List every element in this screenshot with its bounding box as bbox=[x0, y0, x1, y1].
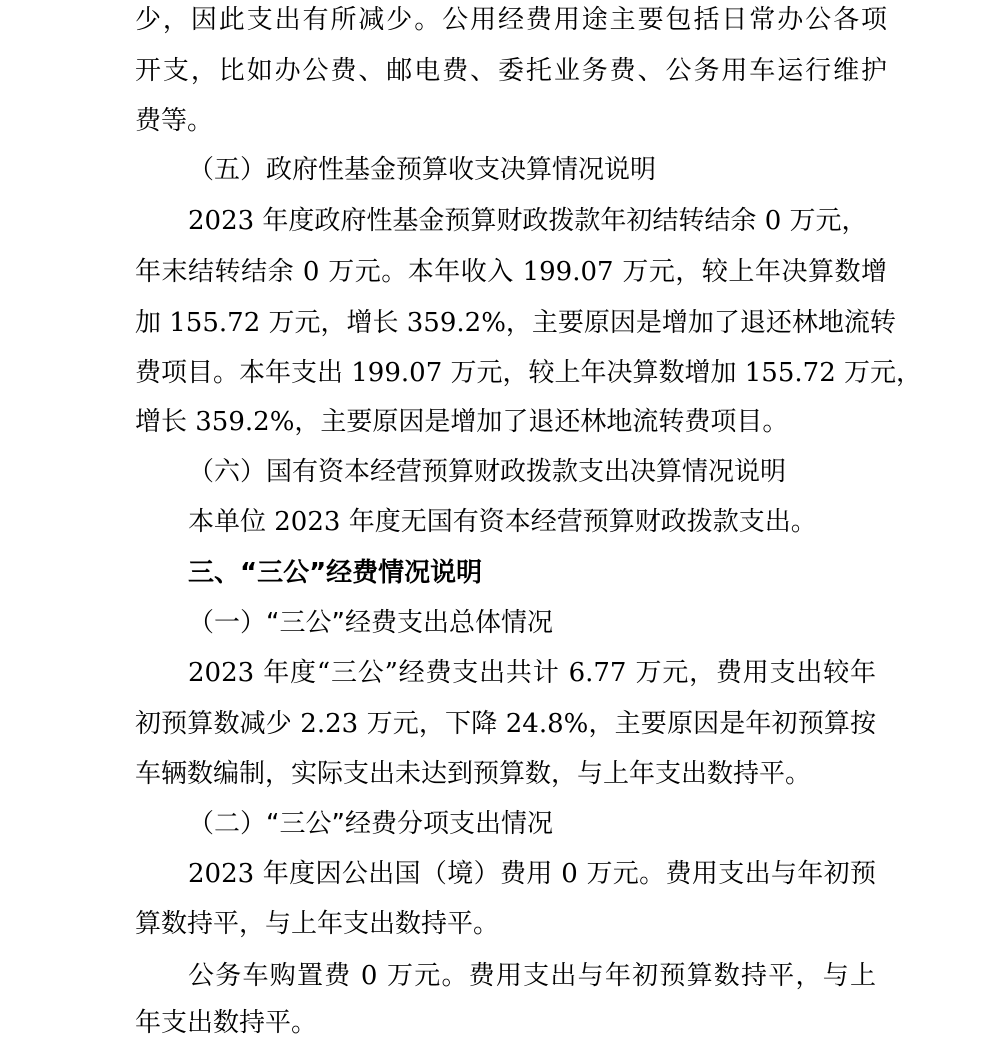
paragraph-line: 年支出数持平。 bbox=[135, 1008, 318, 1038]
section-title: （五）政府性基金预算收支决算情况说明 bbox=[188, 155, 657, 185]
paragraph-line: 初预算数减少 2.23 万元，下降 24.8%，主要原因是年初预算按 bbox=[135, 709, 876, 739]
paragraph-line: 2023 年度政府性基金预算财政拨款年初结转结余 0 万元， bbox=[188, 206, 868, 236]
paragraph-line: 2023 年度“三公”经费支出共计 6.77 万元，费用支出较年 bbox=[188, 658, 876, 688]
paragraph-line: 2023 年度因公出国（境）费用 0 万元。费用支出与年初预 bbox=[188, 859, 876, 889]
paragraph-line: 开支，比如办公费、邮电费、委托业务费、公务用车运行维护 bbox=[135, 56, 887, 86]
paragraph-line: 费项目。本年支出 199.07 万元，较上年决算数增加 155.72 万元， bbox=[135, 358, 923, 388]
paragraph-line: 加 155.72 万元，增长 359.2%，主要原因是增加了退还林地流转 bbox=[135, 308, 896, 338]
paragraph-line: 公务车购置费 0 万元。费用支出与年初预算数持平，与上 bbox=[188, 961, 876, 991]
paragraph-line: 少，因此支出有所减少。公用经费用途主要包括日常办公各项 bbox=[135, 5, 887, 35]
paragraph-line: 本单位 2023 年度无国有资本经营预算财政拨款支出。 bbox=[188, 507, 817, 537]
part-heading: 三、“三公”经费情况说明 bbox=[188, 558, 483, 588]
paragraph-line: 年末结转结余 0 万元。本年收入 199.07 万元，较上年决算数增 bbox=[135, 257, 887, 287]
section-title: （六）国有资本经营预算财政拨款支出决算情况说明 bbox=[188, 457, 787, 487]
paragraph-line: 算数持平，与上年支出数持平。 bbox=[135, 909, 500, 939]
paragraph-line: 费等。 bbox=[135, 106, 214, 136]
paragraph-line: 车辆数编制，实际支出未达到预算数，与上年支出数持平。 bbox=[135, 759, 812, 789]
section-title: （一）“三公”经费支出总体情况 bbox=[188, 608, 553, 638]
section-title: （二）“三公”经费分项支出情况 bbox=[188, 809, 553, 839]
paragraph-line: 增长 359.2%，主要原因是增加了退还林地流转费项目。 bbox=[135, 407, 789, 437]
